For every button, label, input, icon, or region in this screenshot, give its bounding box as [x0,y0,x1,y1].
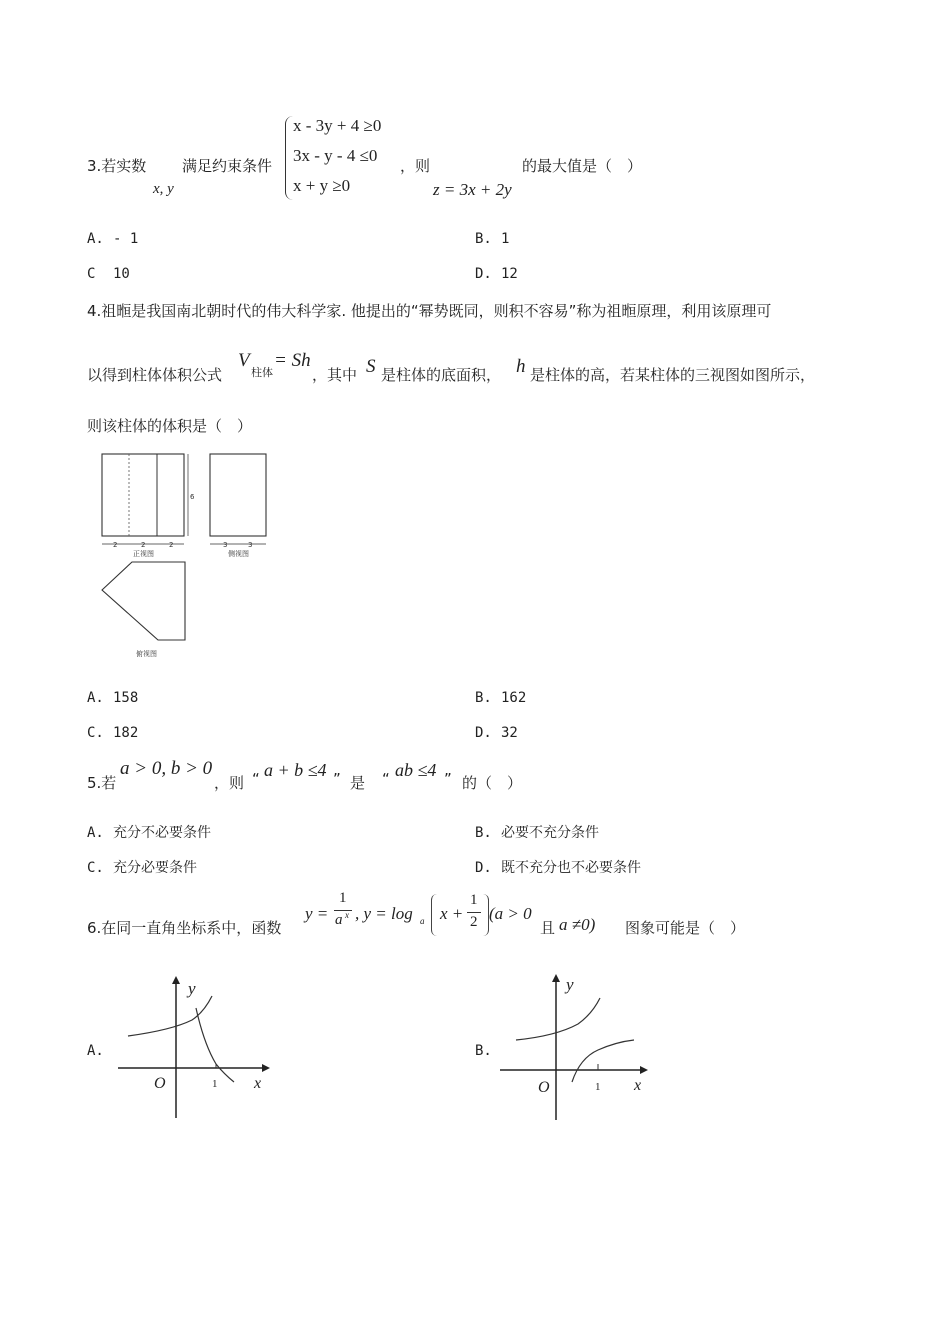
front-dim-2: 2 [141,541,146,549]
q6-half-den: 2 [470,914,478,930]
q3-option-c[interactable]: C 10 [87,266,130,282]
q3-option-d[interactable]: D. 12 [475,266,518,282]
q3-constraint-3: x + y ≥0 [293,176,351,195]
q4-formula-rhs: = Sh [274,350,311,371]
q6-option-a[interactable]: A. [87,1043,104,1059]
side-view-label: 侧视图 [228,550,249,558]
front-view-label: 正视图 [133,550,154,558]
q4-line-1: 4.祖暅是我国南北朝时代的伟大科学家. 他提出的“幂势既同，则积不容易”称为祖暅原理，利用该原理可 [87,302,772,320]
q4-line-3: 则该柱体的体积是（ ） [87,417,253,435]
q6-f2: , y = log [355,904,413,923]
q6-graph-a[interactable] [112,970,272,1122]
top-view-label: 俯视图 [136,650,157,658]
q3-constraint-2: 3x - y - 4 ≤0 [293,146,378,165]
graph-b-x-label: x [634,1077,642,1094]
q4-line-2-mid1: ，其中 [312,366,358,384]
top-view-outline [102,562,185,640]
side-dim-1: 3 [223,541,228,549]
q6-prefix: 6.在同一直角坐标系中，函数 [87,919,282,937]
q6-half-num: 1 [470,892,478,908]
q5-is: 是 [350,774,366,792]
graph-b-y-arrow-icon [552,974,560,982]
graph-b-log-curve [572,1040,634,1082]
q6-option-b[interactable]: B. [475,1043,492,1059]
q5-open-quote-2: “ [382,770,390,788]
q6-f1-exp: x [345,910,349,920]
q5-option-d[interactable]: D. 既不充分也不必要条件 [475,860,641,876]
q5-condition: a > 0, b > 0 [120,758,213,779]
q3-constraint-1: x - 3y + 4 ≥0 [293,116,382,135]
graph-b-x-arrow-icon [640,1066,648,1074]
q4-three-view-figure [90,450,280,662]
q5-close-quote-2: ” [444,770,452,788]
q3-then: ，则 [400,157,431,175]
graph-b-origin-label: O [538,1079,550,1096]
q5-option-b[interactable]: B. 必要不充分条件 [475,825,599,841]
q6-condition-2: a ≠0) [559,915,596,934]
graph-a-x-arrow-icon [262,1064,270,1072]
graph-a-origin-label: O [154,1075,166,1092]
q3-option-a[interactable]: A. - 1 [87,231,139,247]
q6-half-fraction-bar [467,912,481,913]
q4-option-a[interactable]: A. 158 [87,690,139,706]
q4-option-d[interactable]: D. 32 [475,725,518,741]
graph-a-y-label: y [188,979,196,998]
front-height-label: 6 [190,493,195,501]
side-dim-2: 3 [248,541,253,549]
q4-symbol-h: h [516,356,526,377]
q5-option-a[interactable]: A. 充分不必要条件 [87,825,211,841]
q4-formula-v: V [238,350,250,371]
q3-vars: x, y [153,181,174,197]
graph-a-one-label: 1 [212,1078,218,1090]
front-view-outline [102,454,184,536]
graph-a-x-label: x [254,1075,262,1092]
front-dim-1: 2 [113,541,118,549]
q4-option-b[interactable]: B. 162 [475,690,527,706]
q6-and: 且 [540,919,556,937]
front-dim-3: 2 [169,541,174,549]
q5-p: a + b ≤4 [264,760,327,780]
q5-suffix: 的（ ） [462,774,523,792]
graph-b-one-label: 1 [595,1081,601,1093]
q6-f1-num: 1 [339,890,347,906]
q6-graph-b[interactable] [494,966,654,1124]
q6-f2-arg: x + [440,904,464,923]
graph-b-exp-curve [516,998,600,1040]
q6-suffix: 图象可能是（ ） [625,919,746,937]
q5-open-quote-1: “ [252,770,260,788]
q4-symbol-s: S [366,356,376,377]
q6-f1-den: a [335,912,343,928]
q4-option-c[interactable]: C. 182 [87,725,139,741]
q6-condition: (a > 0 [489,904,532,923]
q3-prefix: 3.若实数 [87,157,147,175]
q4-line-2-suffix: 是柱体的高，若某柱体的三视图如图所示， [530,366,816,384]
graph-a-exp-curve [128,996,212,1036]
q6-f1-fraction-bar [334,910,352,911]
side-view-outline [210,454,266,536]
q5-q: ab ≤4 [395,760,437,780]
q6-f1-y: y = [305,904,329,923]
q3-option-b[interactable]: B. 1 [475,231,510,247]
graph-a-y-arrow-icon [172,976,180,984]
q4-line-2-mid2: 是柱体的底面积， [381,366,502,384]
graph-b-y-label: y [566,975,574,994]
q5-close-quote-1: ” [333,770,341,788]
graph-a-log-curve [196,1008,234,1082]
q5-then: ，则 [214,774,245,792]
q5-option-c[interactable]: C. 充分必要条件 [87,860,197,876]
q3-mid-text: 满足约束条件 [182,157,273,175]
q5-prefix: 5.若 [87,774,117,792]
q4-formula-sub: 柱体 [251,366,273,379]
q3-objective: z = 3x + 2y [433,180,512,199]
q3-suffix: 的最大值是（ ） [522,157,643,175]
q6-f2-base: a [420,916,425,926]
q4-line-2-prefix: 以得到柱体体积公式 [87,366,223,384]
